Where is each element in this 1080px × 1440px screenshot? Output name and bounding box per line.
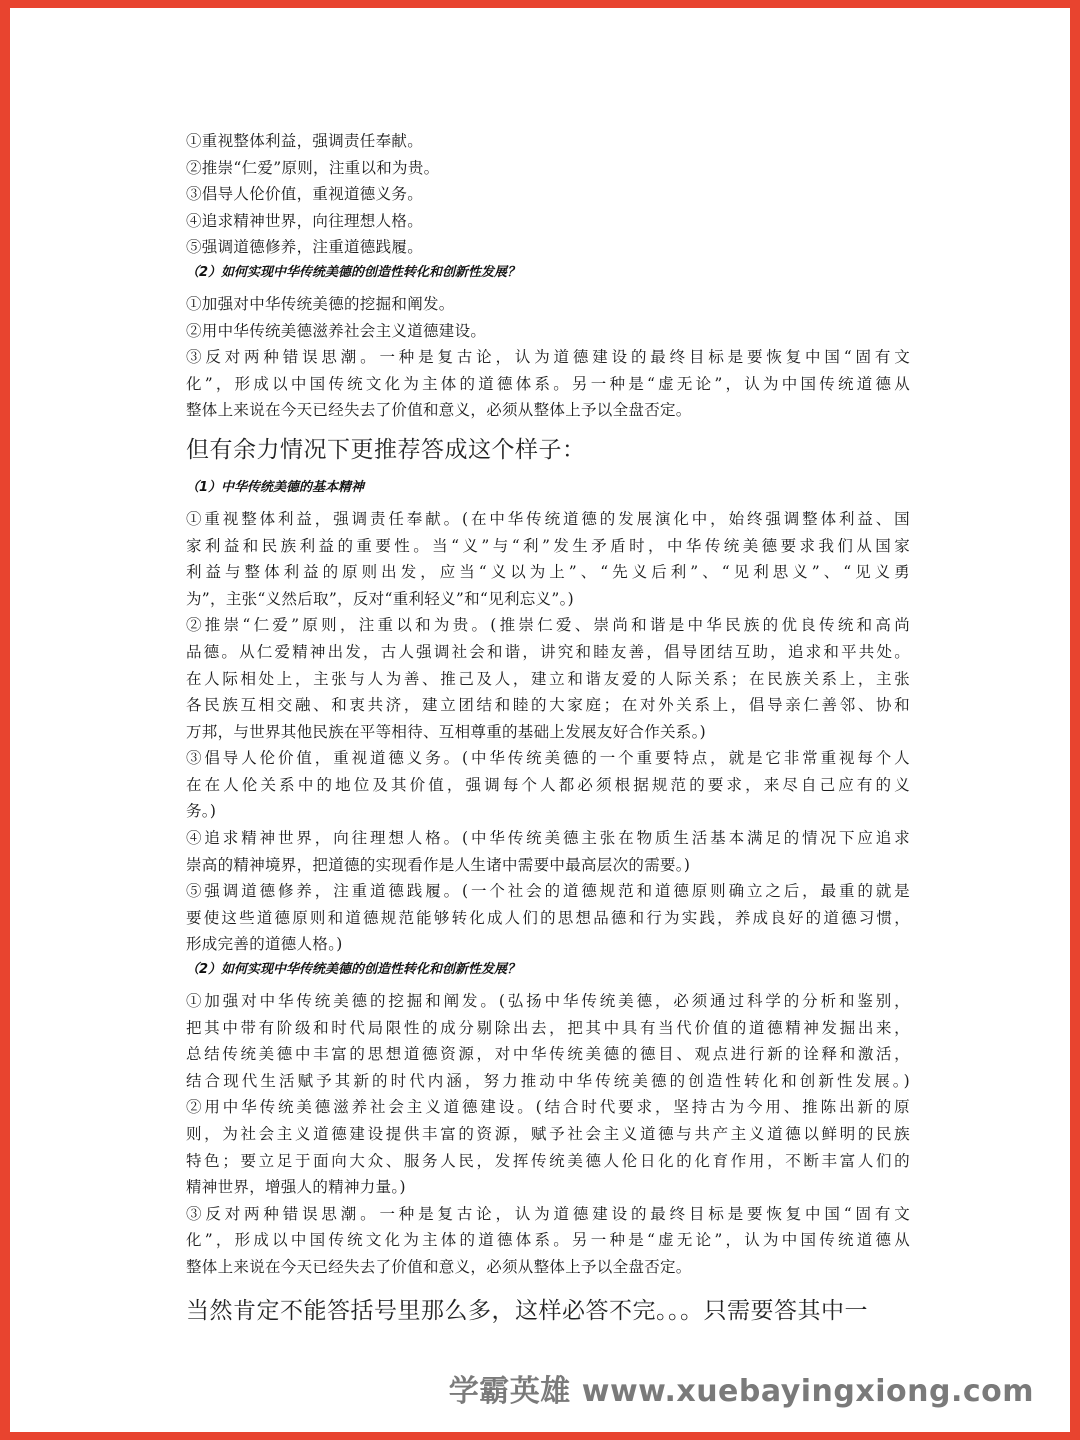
part2-heading-2: （2）如何实现中华传统美德的创造性转化和创新性发展？: [186, 962, 521, 978]
part2-item-1-line-1: ①重视整体利益，强调责任奉献。(在中华传统道德的发展演化中，始终强调整体利益、国: [186, 509, 910, 528]
part2-item-2-line-5: 万邦，与世界其他民族在平等相待、互相尊重的基础上发展友好合作关系。): [186, 722, 706, 741]
part2-item-1-line-4: 为”，主张“义然后取”，反对“重利轻义”和“见利忘义”。): [186, 589, 574, 608]
part2-dev-item-1-line-4: 结合现代生活赋予其新的时代内涵，努力推动中华传统美德的创造性转化和创新性发展。): [186, 1071, 910, 1090]
part1-item-3: ③倡导人伦价值，重视道德义务。: [186, 185, 424, 204]
part2-spirit-list: [186, 506, 910, 958]
part2-item-2-line-1: ②推崇“仁爱”原则，注重以和为贵。(推崇仁爱、崇尚和谐是中华民族的优良传统和高尚: [186, 616, 910, 635]
part2-heading-1: （1）中华传统美德的基本精神: [186, 479, 365, 495]
part2-dev-item-3-line-2: 化”，形成以中国传统文化为主体的道德体系。另一种是“虚无论”，认为中国传统道德从: [186, 1231, 910, 1250]
part2-dev-item-2-line-2: 则，为社会主义道德建设提供丰富的资源，赋予社会主义道德与共产主义道德以鲜明的民族: [186, 1125, 910, 1143]
part2-development-list: [186, 988, 910, 1281]
part2-item-3-line-3: 务。): [186, 802, 217, 821]
part2-item-2-line-2: 品德。从仁爱精神出发，古人强调社会和谐，讲究和睦友善，倡导团结互助，追求和平共处。: [186, 642, 910, 661]
part2-item-2-line-4: 各民族互相交融、和衷共济，建立团结和睦的大家庭；在对外关系上，倡导亲仁善邻、协和: [186, 696, 910, 715]
part1-dev-item-3-line-3: 整体上来说在今天已经失去了价值和意义，必须从整体上予以全盘否定。: [186, 401, 692, 420]
part2-item-5-line-3: 形成完善的道德人格。): [186, 935, 343, 954]
part2-dev-item-3-line-1: ③反对两种错误思潮。一种是复古论，认为道德建设的最终目标是要恢复中国“固有文: [186, 1204, 910, 1223]
part2-dev-item-2-line-1: ②用中华传统美德滋养社会主义道德建设。(结合时代要求，坚持古为今用、推陈出新的原: [186, 1098, 910, 1117]
part2-dev-item-1-line-2: 把其中带有阶级和时代局限性的成分剔除出去，把其中具有当代价值的道德精神发掘出来，: [186, 1018, 910, 1037]
part1-item-1: ①重视整体利益，强调责任奉献。: [186, 132, 424, 150]
part1-heading-2: （2）如何实现中华传统美德的创造性转化和创新性发展？: [186, 264, 521, 280]
part2-item-2-line-3: 在人际相处上，主张与人为善、推己及人，建立和谐友爱的人际关系；在民族关系上，主张: [186, 669, 910, 688]
part2-item-4-line-1: ④追求精神世界，向往理想人格。(中华传统美德主张在物质生活基本满足的情况下应追求: [186, 829, 910, 848]
part1-item-2: ②推崇“仁爱”原则，注重以和为贵。: [186, 158, 440, 177]
part2-item-5-line-1: ⑤强调道德修养，注重道德践履。(一个社会的道德规范和道德原则确立之后，最重的就是: [186, 882, 910, 901]
part1-dev-item-2: ②用中华传统美德滋养社会主义道德建设。: [186, 321, 487, 340]
part1-spirit-list: [186, 128, 910, 261]
transition-text: 但有余力情况下更推荐答成这个样子：: [186, 436, 586, 463]
part2-dev-item-2-line-4: 精神世界，增强人的精神力量。): [186, 1178, 406, 1197]
part1-dev-item-3-line-1: ③反对两种错误思潮。一种是复古论，认为道德建设的最终目标是要恢复中国“固有文: [186, 348, 910, 367]
part2-dev-item-1-line-3: 总结传统美德中丰富的思想道德资源，对中华传统美德的德目、观点进行新的诠释和激活，: [186, 1045, 910, 1064]
part2-item-3-line-1: ③倡导人伦价值，重视道德义务。(中华传统美德的一个重要特点，就是它非常重视每个人: [186, 749, 910, 768]
document-content: [186, 128, 910, 1331]
part2-item-1-line-2: 家利益和民族利益的重要性。当“义”与“利”发生矛盾时，中华传统美德要求我们从国家: [186, 536, 910, 555]
part2-item-1-line-3: 利益与整体利益的原则出发，应当“义以为上”、“先义后利”、“见利思义”、“见义勇: [186, 563, 910, 582]
part2-dev-item-2-line-3: 特色；要立足于面向大众、服务人民，发挥传统美德人伦日化的化育作用，不断丰富人们的: [186, 1151, 910, 1170]
site-watermark: 学霸英雄 www.xuebayingxiong.com: [448, 1374, 1034, 1409]
part2-item-3-line-2: 在在人伦关系中的地位及其价值，强调每个人都必须根据规范的要求，来尽自己应有的义: [186, 775, 910, 794]
part1-item-5: ⑤强调道德修养，注重道德践履。: [186, 238, 424, 257]
part2-dev-item-1-line-1: ①加强对中华传统美德的挖掘和阐发。(弘扬中华传统美德，必须通过科学的分析和鉴别，: [186, 992, 910, 1011]
closing-text: 当然肯定不能答括号里那么多，这样必答不完。。。只需要答其中一: [186, 1297, 868, 1324]
document-page: [10, 8, 1070, 1432]
part1-dev-item-3-line-2: 化”，形成以中国传统文化为主体的道德体系。另一种是“虚无论”，认为中国传统道德从: [186, 374, 910, 393]
part1-development-list: [186, 291, 910, 424]
part1-item-4: ④追求精神世界，向往理想人格。: [186, 211, 424, 230]
part2-item-4-line-2: 崇高的精神境界，把道德的实现看作是人生诸中需要中最高层次的需要。): [186, 855, 691, 874]
part1-dev-item-1: ①加强对中华传统美德的挖掘和阐发。: [186, 294, 455, 313]
part2-item-5-line-2: 要使这些道德原则和道德规范能够转化成人们的思想品德和行为实践，养成良好的道德习惯，: [186, 908, 910, 927]
part2-dev-item-3-line-3: 整体上来说在今天已经失去了价值和意义，必须从整体上予以全盘否定。: [186, 1257, 692, 1276]
